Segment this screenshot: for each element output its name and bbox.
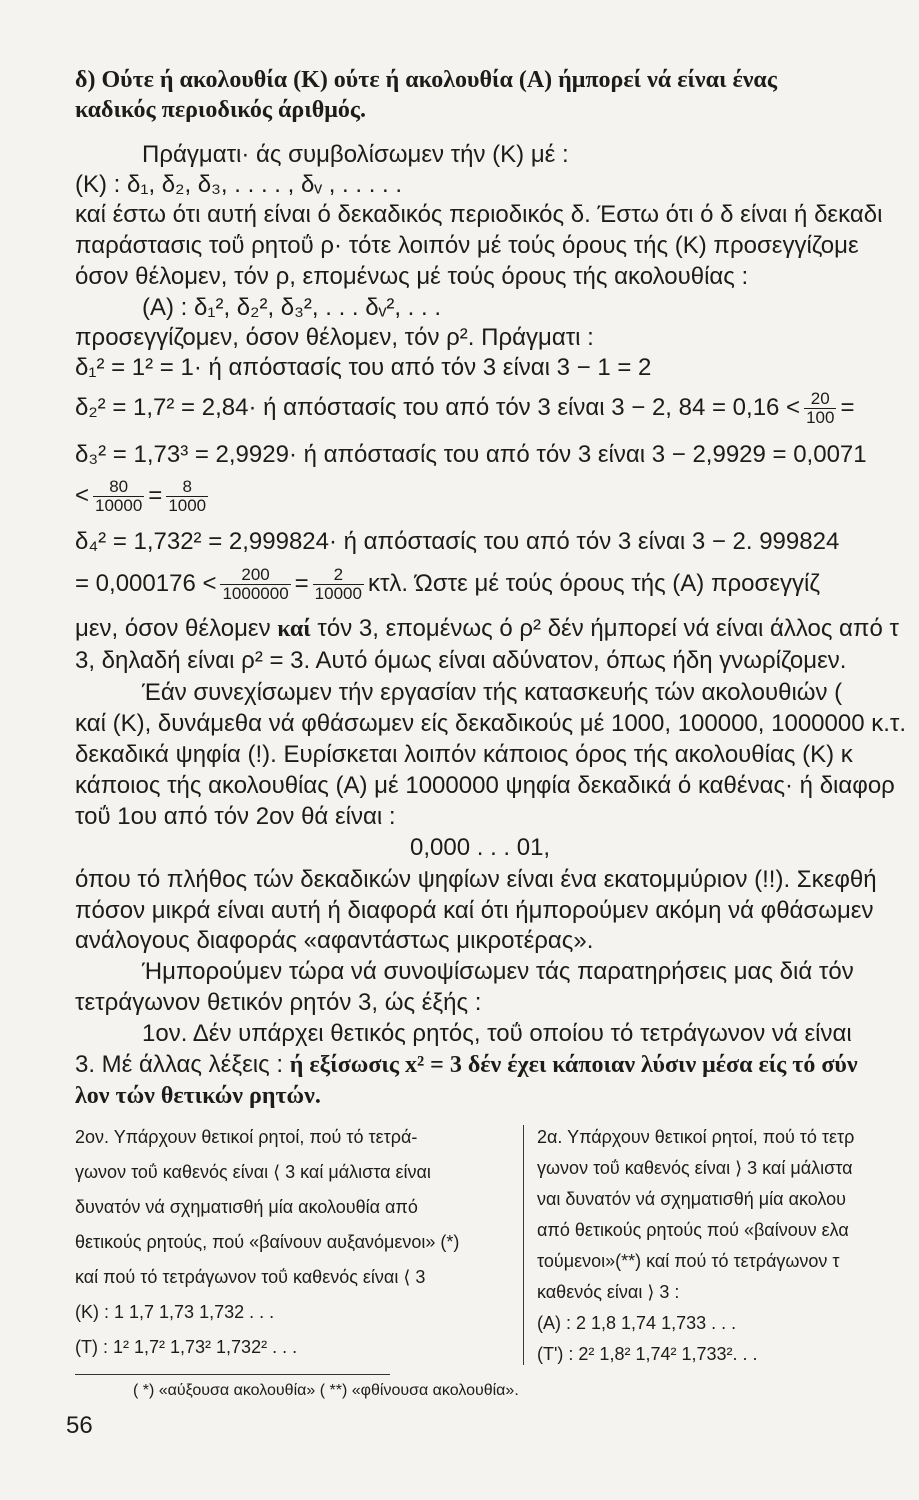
equation-text: = — [294, 569, 309, 597]
fraction — [804, 390, 836, 427]
body-line: πόσον μικρά είναι αυτή ή διαφορά καί ότι ήμπορούμεν ακόμη νά φθάσωμεν — [75, 897, 874, 924]
equation-line — [75, 566, 820, 603]
fraction-denominator: 10000 — [95, 496, 143, 515]
fraction-numerator: 20 — [804, 390, 836, 409]
equation-text: = — [840, 393, 855, 421]
fraction-numerator: 2 — [313, 566, 364, 585]
column-line: (Κ) : 1 1,7 1,73 1,732 . . . — [75, 1302, 275, 1322]
column-line: 2α. Υπάρχουν θετικοί ρητοί, πού τό τετρ — [537, 1127, 855, 1147]
column-line: γωνον τοΰ καθενός είναι ⟩ 3 καί μάλιστα — [537, 1158, 853, 1178]
column-divider — [523, 1125, 524, 1365]
footnote: ( *) «αύξουσα ακολουθία» ( **) «φθίνουσα ακολουθία». — [133, 1382, 519, 1399]
column-line: θετικούς ρητούς, πού «βαίνουν αυξανόμενοι» (*) — [75, 1232, 460, 1252]
body-line: δ₃² = 1,73³ = 2,9929· ή απόστασίς του από τόν 3 είναι 3 − 2,9929 = 0,0071 — [75, 441, 867, 468]
column-line: (Τ) : 1² 1,7² 1,73² 1,732² . . . — [75, 1337, 298, 1357]
equation-line — [75, 390, 854, 427]
text-run: 3. Μέ άλλας λέξεις : — [75, 1051, 284, 1078]
column-line: καί πού τό τετράγωνον τοΰ καθενός είναι ⟨ 3 — [75, 1267, 426, 1287]
heading-line-1: δ) Ούτε ή ακολουθία (Κ) ούτε ή ακολουθία (Α) ήμπορεί νά είναι ένας — [75, 67, 777, 93]
text-run: τόν 3, επομένως ό ρ² δέν ήμπορεί νά είναι άλλος από τ — [317, 615, 899, 642]
body-line: καί έστω ότι αυτή είναι ό δεκαδικός περιοδικός δ. Έστω ότι ό δ είναι ή δεκαδι — [75, 201, 883, 228]
fraction-denominator: 10000 — [314, 584, 362, 603]
body-line: λον τών θετικών ρητών. — [75, 1083, 321, 1109]
column-line: από θετικούς ρητούς πού «βαίνουν ελα — [537, 1220, 849, 1240]
body-line: κάποιος τής ακολουθίας (Α) μέ 1000000 ψηφία δεκαδικά ό καθένας· ή διαφορ — [75, 772, 895, 799]
equation-text: < — [75, 481, 90, 509]
fraction-denominator: 100 — [806, 408, 835, 427]
page-number: 56 — [66, 1412, 93, 1439]
text-run: μεν, όσον θέλομεν — [75, 615, 271, 642]
body-line: δεκαδικά ψηφία (!). Ευρίσκεται λοιπόν κάποιος όρος τής ακολουθίας (Κ) κ — [75, 741, 853, 768]
fraction — [93, 478, 144, 515]
fraction-numerator: 80 — [93, 478, 144, 497]
body-line: δ₄² = 1,732² = 2,999824· ή απόστασίς του από τόν 3 είναι 3 − 2. 999824 — [75, 528, 840, 555]
fraction — [313, 566, 364, 603]
body-line: Ήμπορούμεν τώρα νά συνοψίσωμεν τάς παρατηρήσεις μας διά τόν — [142, 958, 854, 985]
equation-line — [75, 478, 212, 515]
right-column — [537, 1120, 854, 1368]
body-line: παράστασις τοΰ ρητοΰ ρ· τότε λοιπόν μέ τούς όρους τής (Κ) προσεγγίζομε — [75, 232, 859, 259]
body-line: 0,000 . . . 01, — [410, 834, 551, 861]
body-line — [75, 614, 899, 644]
footnote-rule — [75, 1374, 390, 1375]
body-line: όσον θέλομεν, τόν ρ, επομένως μέ τούς όρους τής ακολουθίας : — [75, 263, 749, 290]
body-line: ανάλογους διαφοράς «αφαντάστως μικροτέρας». — [75, 927, 594, 954]
body-line — [75, 1050, 858, 1080]
fraction-denominator: 1000000 — [222, 584, 289, 603]
fraction-denominator: 1000 — [168, 496, 207, 515]
body-line: Έάν συνεχίσωμεν τήν εργασίαν τής κατασκευής τών ακολουθιών ( — [142, 679, 843, 706]
column-line: δυνατόν νά σχηματισθή μία ακολουθία από — [75, 1197, 418, 1217]
column-line: καθενός είναι ⟩ 3 : — [537, 1282, 680, 1302]
body-line: δ₁² = 1² = 1· ή απόστασίς του από τόν 3 είναι 3 − 1 = 2 — [75, 354, 652, 381]
column-line: 2ον. Υπάρχουν θετικοί ρητοί, πού τό τετρά- — [75, 1127, 418, 1147]
body-line: 3, δηλαδή είναι ρ² = 3. Αυτό όμως είναι αδύνατον, όπως ήδη γνωρίζομεν. — [75, 647, 847, 674]
equation-text: = 0,000176 < — [75, 569, 217, 597]
fraction — [166, 478, 208, 515]
bold-text: ή εξίσωσις x² = 3 δέν έχει κάποιαν λύσιν μέσα είς τό σύν — [289, 1052, 858, 1078]
column-line: ναι δυνατόν νά σχηματισθή μία ακολου — [537, 1189, 847, 1209]
equation-text: δ₂² = 1,7² = 2,84· ή απόστασίς του από τόν 3 είναι 3 − 2, 84 = 0,16 < — [75, 393, 801, 421]
body-line: (Α) : δ₁², δ₂², δ₃², . . . δᵥ², . . . — [142, 294, 441, 321]
column-line: τούμενοι»(**) καί πού τό τετράγωνον τ — [537, 1251, 840, 1271]
equation-text: = — [148, 481, 163, 509]
equation-text: κτλ. Ώστε μέ τούς όρους τής (Α) προσεγγίζ — [367, 569, 820, 597]
column-line: γωνον τοΰ καθενός είναι ⟨ 3 καί μάλιστα είναι — [75, 1162, 431, 1182]
heading-line-2: καδικός περιοδικός άριθμός. — [75, 97, 366, 123]
body-line: τετράγωνον θετικόν ρητόν 3, ώς έξής : — [75, 989, 482, 1016]
bold-text: καί — [277, 616, 311, 642]
column-line: (Α) : 2 1,8 1,74 1,733 . . . — [537, 1313, 737, 1333]
body-line: τοΰ 1ου από τόν 2ον θά είναι : — [75, 803, 396, 830]
body-line: προσεγγίζομεν, όσον θέλομεν, τόν ρ². Πράγματι : — [75, 324, 594, 351]
body-line: καί (Κ), δυνάμεθα νά φθάσωμεν είς δεκαδικούς μέ 1000, 100000, 1000000 κ.τ. — [75, 710, 907, 737]
body-line: Πράγματι· άς συμβολίσωμεν τήν (Κ) μέ : — [142, 141, 569, 168]
body-line: όπου τό πλήθος τών δεκαδικών ψηφίων είναι ένα εκατομμύριον (!!). Σκεφθή — [75, 866, 877, 893]
fraction-numerator: 8 — [166, 478, 208, 497]
body-line: 1ον. Δέν υπάρχει θετικός ρητός, τοΰ οποίου τό τετράγωνον νά είναι — [142, 1020, 852, 1047]
body-line: (Κ) : δ₁, δ₂, δ₃, . . . . , δᵥ , . . . . . — [75, 171, 403, 198]
column-line: (Τ') : 2² 1,8² 1,74² 1,733². . . — [537, 1344, 758, 1364]
left-column — [75, 1120, 459, 1365]
fraction — [220, 566, 290, 603]
fraction-numerator: 200 — [220, 566, 290, 585]
